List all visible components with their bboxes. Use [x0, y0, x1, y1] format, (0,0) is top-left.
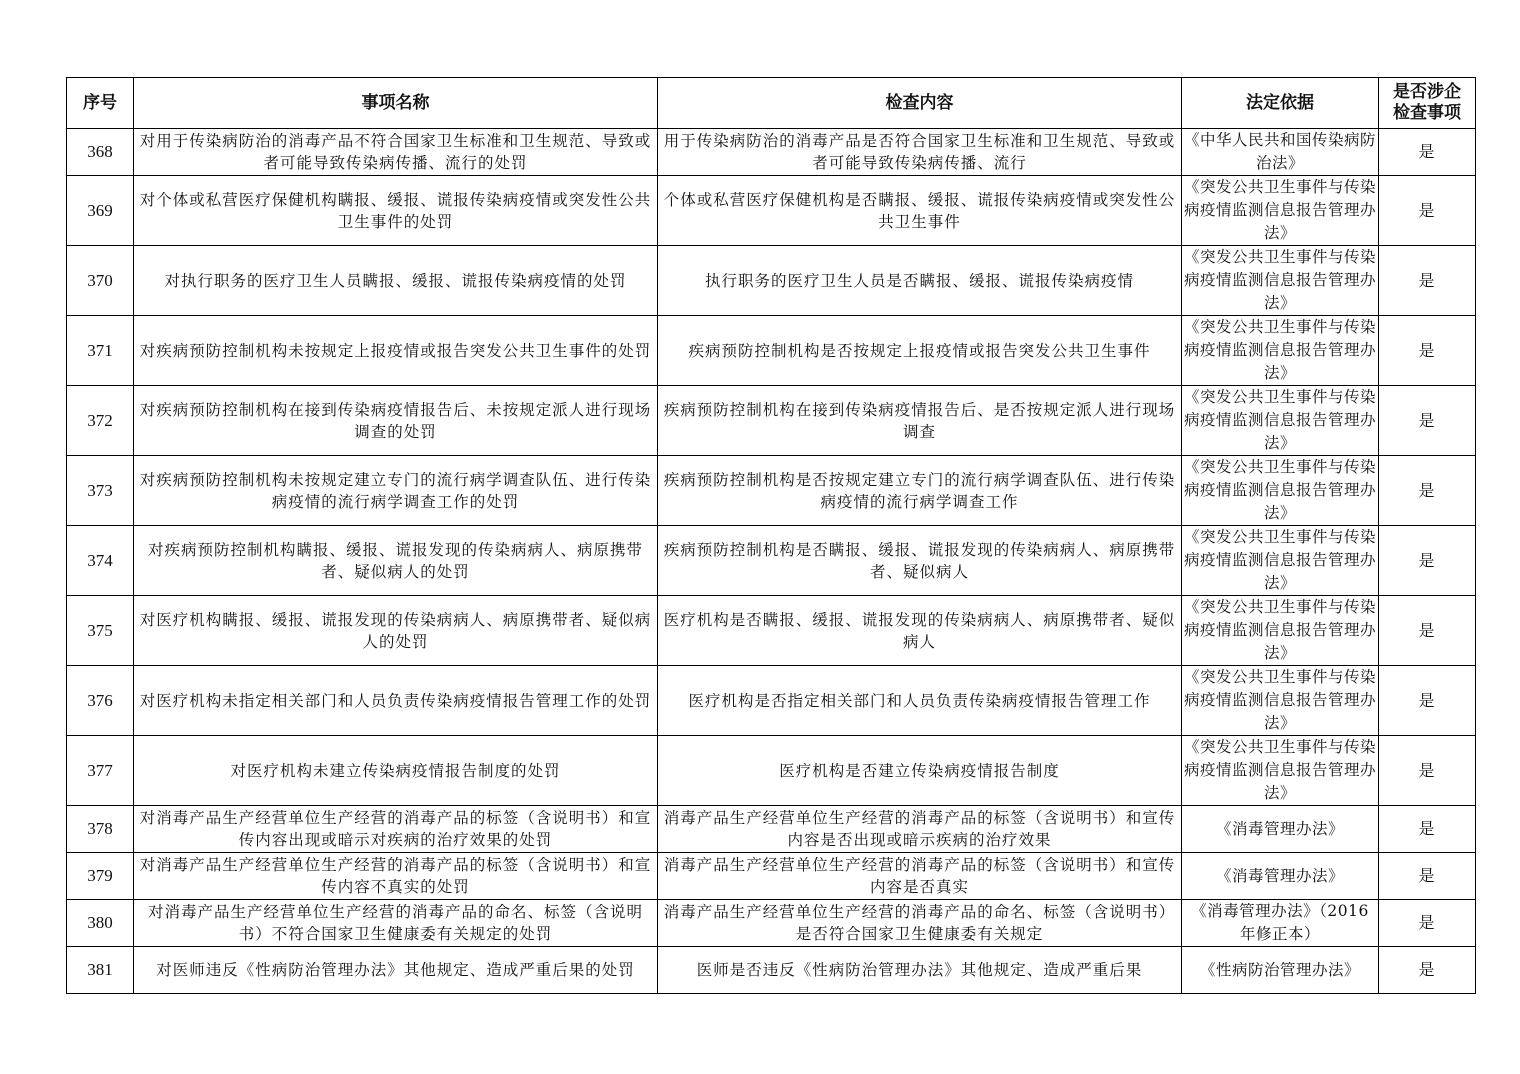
cell-seq: 377 — [67, 736, 134, 806]
header-flag-line2: 检查事项 — [1393, 103, 1461, 123]
cell-inspection-content: 用于传染病防治的消毒产品是否符合国家卫生标准和卫生规范、导致或者可能导致传染病传播、流行 — [658, 129, 1182, 176]
table-row — [67, 386, 1476, 456]
cell-item-name: 对个体或私营医疗保健机构瞒报、缓报、谎报传染病疫情或突发性公共卫生事件的处罚 — [134, 176, 658, 246]
cell-legal-basis: 《突发公共卫生事件与传染病疫情监测信息报告管理办法》 — [1182, 176, 1379, 246]
header-flag-line1: 是否涉企 — [1393, 82, 1461, 102]
cell-inspection-content: 疾病预防控制机构是否瞒报、缓报、谎报发现的传染病病人、病原携带者、疑似病人 — [658, 526, 1182, 596]
cell-legal-basis: 《突发公共卫生事件与传染病疫情监测信息报告管理办法》 — [1182, 246, 1379, 316]
cell-legal-basis: 《消毒管理办法》（2016年修正本） — [1182, 900, 1379, 947]
cell-enterprise-flag: 是 — [1379, 806, 1476, 853]
cell-inspection-content: 医疗机构是否指定相关部门和人员负责传染病疫情报告管理工作 — [658, 666, 1182, 736]
cell-enterprise-flag: 是 — [1379, 736, 1476, 806]
cell-legal-basis: 《性病防治管理办法》 — [1182, 947, 1379, 994]
cell-inspection-content: 消毒产品生产经营单位生产经营的消毒产品的标签（含说明书）和宣传内容是否出现或暗示疾病的治疗效果 — [658, 806, 1182, 853]
cell-inspection-content: 疾病预防控制机构是否按规定上报疫情或报告突发公共卫生事件 — [658, 316, 1182, 386]
cell-legal-basis: 《突发公共卫生事件与传染病疫情监测信息报告管理办法》 — [1182, 736, 1379, 806]
cell-inspection-content: 疾病预防控制机构在接到传染病疫情报告后、是否按规定派人进行现场调查 — [658, 386, 1182, 456]
cell-item-name: 对执行职务的医疗卫生人员瞒报、缓报、谎报传染病疫情的处罚 — [134, 246, 658, 316]
cell-enterprise-flag: 是 — [1379, 316, 1476, 386]
cell-seq: 381 — [67, 947, 134, 994]
cell-item-name: 对医师违反《性病防治管理办法》其他规定、造成严重后果的处罚 — [134, 947, 658, 994]
cell-enterprise-flag: 是 — [1379, 853, 1476, 900]
cell-legal-basis: 《突发公共卫生事件与传染病疫情监测信息报告管理办法》 — [1182, 596, 1379, 666]
cell-item-name: 对医疗机构未指定相关部门和人员负责传染病疫情报告管理工作的处罚 — [134, 666, 658, 736]
cell-enterprise-flag: 是 — [1379, 456, 1476, 526]
cell-seq: 371 — [67, 316, 134, 386]
cell-legal-basis: 《突发公共卫生事件与传染病疫情监测信息报告管理办法》 — [1182, 666, 1379, 736]
cell-inspection-content: 医师是否违反《性病防治管理办法》其他规定、造成严重后果 — [658, 947, 1182, 994]
cell-enterprise-flag: 是 — [1379, 176, 1476, 246]
cell-item-name: 对疾病预防控制机构在接到传染病疫情报告后、未按规定派人进行现场调查的处罚 — [134, 386, 658, 456]
cell-seq: 370 — [67, 246, 134, 316]
cell-item-name: 对消毒产品生产经营单位生产经营的消毒产品的标签（含说明书）和宣传内容不真实的处罚 — [134, 853, 658, 900]
cell-seq: 373 — [67, 456, 134, 526]
cell-legal-basis: 《突发公共卫生事件与传染病疫情监测信息报告管理办法》 — [1182, 526, 1379, 596]
table-header-row — [67, 78, 1476, 129]
header-inspection-content: 检查内容 — [658, 78, 1182, 129]
header-enterprise-flag — [1379, 78, 1476, 129]
cell-seq: 372 — [67, 386, 134, 456]
cell-seq: 378 — [67, 806, 134, 853]
cell-item-name: 对医疗机构瞒报、缓报、谎报发现的传染病病人、病原携带者、疑似病人的处罚 — [134, 596, 658, 666]
table-row — [67, 246, 1476, 316]
cell-seq: 374 — [67, 526, 134, 596]
table-row — [67, 666, 1476, 736]
cell-inspection-content: 执行职务的医疗卫生人员是否瞒报、缓报、谎报传染病疫情 — [658, 246, 1182, 316]
cell-enterprise-flag: 是 — [1379, 596, 1476, 666]
cell-seq: 369 — [67, 176, 134, 246]
cell-enterprise-flag: 是 — [1379, 666, 1476, 736]
table-row — [67, 456, 1476, 526]
table-row — [67, 129, 1476, 176]
table-row — [67, 806, 1476, 853]
cell-enterprise-flag: 是 — [1379, 386, 1476, 456]
cell-legal-basis: 《突发公共卫生事件与传染病疫情监测信息报告管理办法》 — [1182, 386, 1379, 456]
cell-inspection-content: 消毒产品生产经营单位生产经营的消毒产品的标签（含说明书）和宣传内容是否真实 — [658, 853, 1182, 900]
cell-seq: 379 — [67, 853, 134, 900]
cell-inspection-content: 疾病预防控制机构是否按规定建立专门的流行病学调查队伍、进行传染病疫情的流行病学调查工作 — [658, 456, 1182, 526]
cell-item-name: 对疾病预防控制机构未按规定上报疫情或报告突发公共卫生事件的处罚 — [134, 316, 658, 386]
cell-item-name: 对疾病预防控制机构未按规定建立专门的流行病学调查队伍、进行传染病疫情的流行病学调查工作的处罚 — [134, 456, 658, 526]
cell-legal-basis: 《突发公共卫生事件与传染病疫情监测信息报告管理办法》 — [1182, 316, 1379, 386]
cell-enterprise-flag: 是 — [1379, 246, 1476, 316]
cell-item-name: 对消毒产品生产经营单位生产经营的消毒产品的命名、标签（含说明书）不符合国家卫生健康委有关规定的处罚 — [134, 900, 658, 947]
cell-legal-basis: 《中华人民共和国传染病防治法》 — [1182, 129, 1379, 176]
cell-legal-basis: 《消毒管理办法》 — [1182, 853, 1379, 900]
inspection-items-table — [66, 77, 1476, 994]
cell-legal-basis: 《消毒管理办法》 — [1182, 806, 1379, 853]
table-row — [67, 947, 1476, 994]
cell-inspection-content: 消毒产品生产经营单位生产经营的消毒产品的命名、标签（含说明书）是否符合国家卫生健康委有关规定 — [658, 900, 1182, 947]
cell-enterprise-flag: 是 — [1379, 129, 1476, 176]
cell-seq: 368 — [67, 129, 134, 176]
cell-inspection-content: 医疗机构是否瞒报、缓报、谎报发现的传染病病人、病原携带者、疑似病人 — [658, 596, 1182, 666]
cell-item-name: 对消毒产品生产经营单位生产经营的消毒产品的标签（含说明书）和宣传内容出现或暗示对疾病的治疗效果的处罚 — [134, 806, 658, 853]
table-row — [67, 596, 1476, 666]
cell-enterprise-flag: 是 — [1379, 526, 1476, 596]
cell-item-name: 对医疗机构未建立传染病疫情报告制度的处罚 — [134, 736, 658, 806]
header-legal-basis: 法定依据 — [1182, 78, 1379, 129]
cell-seq: 376 — [67, 666, 134, 736]
cell-inspection-content: 医疗机构是否建立传染病疫情报告制度 — [658, 736, 1182, 806]
table-row — [67, 176, 1476, 246]
table-row — [67, 853, 1476, 900]
table-row — [67, 526, 1476, 596]
table-row — [67, 900, 1476, 947]
document-page — [66, 77, 1476, 994]
cell-enterprise-flag: 是 — [1379, 947, 1476, 994]
cell-seq: 375 — [67, 596, 134, 666]
cell-seq: 380 — [67, 900, 134, 947]
cell-enterprise-flag: 是 — [1379, 900, 1476, 947]
header-item-name: 事项名称 — [134, 78, 658, 129]
cell-inspection-content: 个体或私营医疗保健机构是否瞒报、缓报、谎报传染病疫情或突发性公共卫生事件 — [658, 176, 1182, 246]
cell-item-name: 对用于传染病防治的消毒产品不符合国家卫生标准和卫生规范、导致或者可能导致传染病传播、流行的处罚 — [134, 129, 658, 176]
table-row — [67, 316, 1476, 386]
cell-legal-basis: 《突发公共卫生事件与传染病疫情监测信息报告管理办法》 — [1182, 456, 1379, 526]
table-row — [67, 736, 1476, 806]
cell-item-name: 对疾病预防控制机构瞒报、缓报、谎报发现的传染病病人、病原携带者、疑似病人的处罚 — [134, 526, 658, 596]
header-seq: 序号 — [67, 78, 134, 129]
